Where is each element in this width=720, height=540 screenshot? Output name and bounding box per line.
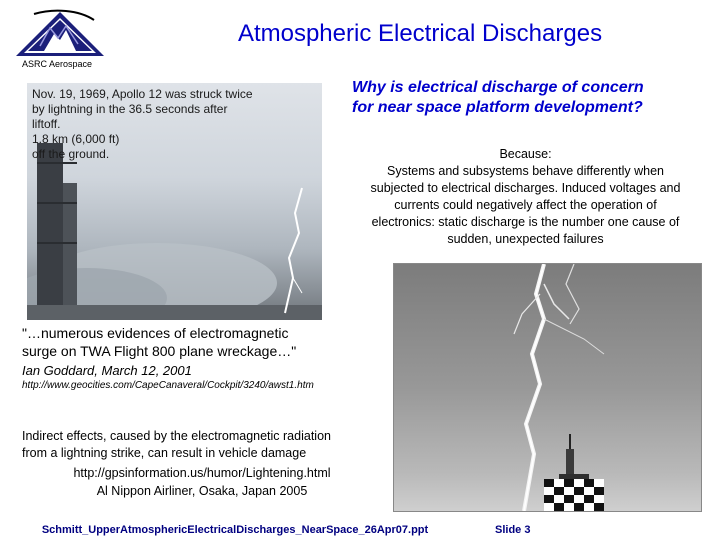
slide-number: Slide 3 xyxy=(495,524,531,536)
because-line: sudden, unexpected failures xyxy=(447,232,604,246)
because-line: Systems and subsystems behave differently when xyxy=(387,164,664,178)
slide-title: Atmospheric Electrical Discharges xyxy=(237,20,603,47)
caption-line: 1.8 km (6,000 ft) xyxy=(32,132,120,146)
checkered-tower xyxy=(544,479,604,511)
apollo12-launch-photo xyxy=(27,83,322,320)
effects-source-link[interactable]: http://gpsinformation.us/humor/Lightening.html xyxy=(73,466,331,480)
lightning-strike-illustration xyxy=(394,264,701,511)
because-paragraph xyxy=(348,146,703,248)
question-heading xyxy=(352,78,712,118)
logo-caption: ASRC Aerospace xyxy=(22,59,93,69)
twa-quote xyxy=(22,324,362,360)
question-line: Why is electrical discharge of concern xyxy=(352,79,644,96)
caption-line: off the ground. xyxy=(32,147,110,161)
caption-line: liftoff. xyxy=(32,117,61,131)
because-label: Because: xyxy=(499,147,552,161)
quote-author: Ian Goddard, March 12, 2001 xyxy=(22,363,192,378)
caption-line: by lightning in the 36.5 seconds after xyxy=(32,102,228,116)
footer-filename: Schmitt_UpperAtmosphericElectricalDischarges_NearSpace_26Apr07.ppt xyxy=(41,524,429,536)
caption-line: Nov. 19, 1969, Apollo 12 was struck twice xyxy=(32,87,253,101)
quote-line: "…numerous evidences of electromagnetic xyxy=(22,325,289,341)
airliner-lightning-photo xyxy=(393,263,702,512)
airliner-photo-credit: Al Nippon Airliner, Osaka, Japan 2005 xyxy=(96,484,308,498)
question-line: for near space platform development? xyxy=(352,99,643,116)
effects-line: Indirect effects, caused by the electromagnetic radiation xyxy=(22,429,331,443)
because-line: subjected to electrical discharges. Induced voltages and xyxy=(370,181,681,195)
asrc-mountain-logo xyxy=(14,8,106,58)
quote-source-link[interactable]: http://www.geocities.com/CapeCanaveral/Cockpit/3240/awst1.htm xyxy=(22,380,314,391)
indirect-effects-text xyxy=(22,428,382,462)
effects-line: from a lightning strike, can result in vehicle damage xyxy=(22,446,307,460)
apollo12-caption xyxy=(32,87,312,162)
because-line: currents could negatively affect the operation of xyxy=(394,198,657,212)
because-line: electronics: static discharge is the number one cause of xyxy=(371,215,680,229)
quote-line: surge on TWA Flight 800 plane wreckage…" xyxy=(22,343,297,359)
